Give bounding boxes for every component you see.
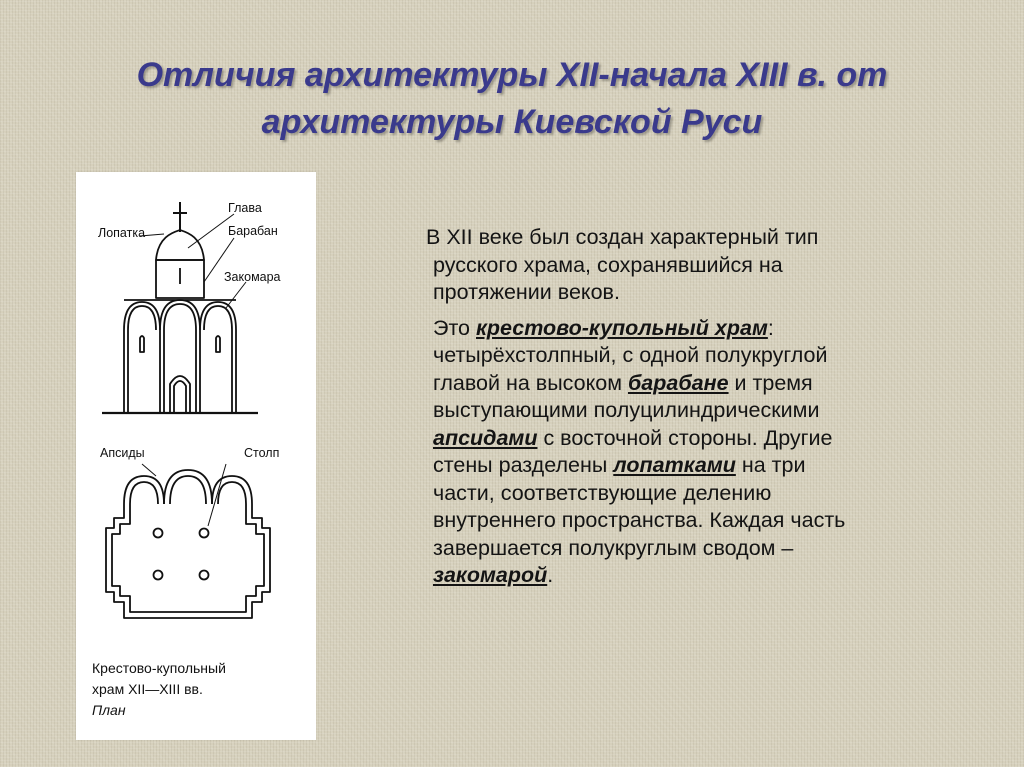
label-apsidy: Апсиды	[100, 446, 145, 460]
paragraph-2-line-6	[433, 452, 996, 480]
text-segment: с восточной стороны. Другие	[537, 425, 833, 450]
label-zakomara: Закомара	[224, 270, 281, 284]
text-segment: стены разделены	[433, 453, 614, 477]
caption-line-1: Крестово-купольный	[92, 660, 226, 676]
paragraph-2-line-1	[433, 315, 996, 343]
label-glava: Глава	[228, 201, 262, 215]
keyword-krestovo-kupolny-hram: крестово-купольный храм	[476, 315, 768, 340]
text-segment: и тремя	[728, 370, 813, 395]
text-segment: .	[547, 563, 554, 587]
paragraph-2-line-2: четырёхстолпный, с одной полукруглой	[433, 343, 828, 367]
paragraph-1	[426, 224, 996, 307]
text-segment: на три	[735, 453, 806, 477]
caption-line-3: План	[92, 702, 126, 718]
church-plan-drawing	[106, 464, 270, 618]
paragraph-2-line-10	[433, 562, 996, 590]
label-stolp: Столп	[244, 446, 280, 460]
church-illustration	[76, 172, 316, 740]
paragraph-2-line-9: завершается полукруглым сводом –	[433, 535, 794, 560]
title-line-1: Отличия архитектуры XII-начала XIII в. от	[136, 56, 888, 94]
keyword-lopatki: лопатками	[613, 453, 736, 477]
keyword-baraban: барабане	[627, 370, 729, 395]
figure-caption	[92, 658, 312, 721]
caption-line-2: храм XII—XIII вв.	[92, 681, 203, 697]
paragraph-2	[426, 315, 996, 590]
text-segment: :	[767, 315, 774, 340]
title-line-2: архитектуры Киевской Руси	[261, 103, 763, 141]
paragraph-2-line-3	[433, 370, 996, 398]
paragraph-1-line-2: русского храма, сохранявшийся на	[433, 252, 783, 277]
paragraph-1-line-1: В XII веке был создан характерный тип	[426, 225, 819, 249]
text-segment: Это	[433, 315, 476, 340]
keyword-zakomara: закомарой	[433, 563, 548, 587]
paragraph-2-line-8: внутреннего пространства. Каждая часть	[433, 508, 846, 532]
paragraph-2-line-5	[433, 425, 996, 453]
label-baraban: Барабан	[228, 224, 278, 238]
body-text	[426, 224, 996, 590]
keyword-apsidy: апсидами	[433, 425, 538, 450]
paragraph-1-line-3: протяжении веков.	[433, 280, 620, 304]
paragraph-2-line-7: части, соответствующие делению	[433, 480, 772, 505]
slide-title	[40, 52, 984, 146]
label-lopatka: Лопатка	[98, 226, 146, 240]
paragraph-2-line-4: выступающими полуцилиндрическими	[433, 398, 820, 422]
text-segment: главой на высоком	[433, 370, 628, 395]
